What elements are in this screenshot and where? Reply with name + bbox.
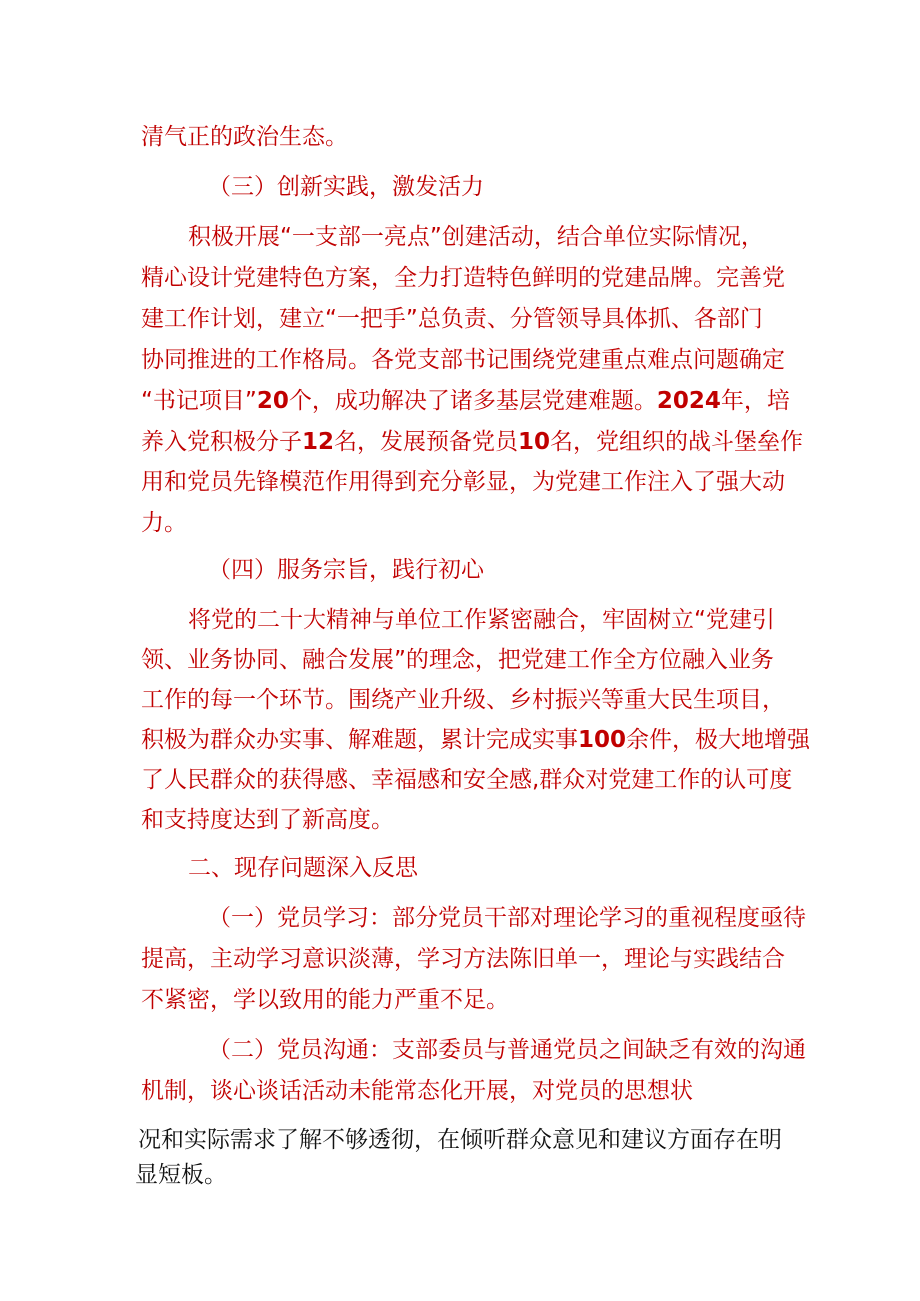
text-segment: 余件，极大地增强 — [626, 727, 811, 753]
text-line: （一）党员学习：部分党员干部对理论学习的重视程度亟待 — [208, 905, 806, 931]
text-segment: 名，发展预备党员 — [334, 429, 519, 455]
text-segment: 年，培 — [720, 388, 790, 414]
text-line: 提高，主动学习意识淡薄，学习方法陈旧单一，理论与实践结合 — [141, 946, 785, 972]
number-value: 10 — [518, 429, 551, 455]
text-line: 显短板。 — [135, 1162, 227, 1188]
text-line — [141, 427, 920, 457]
number-value: 2024 — [656, 388, 721, 414]
section-heading-3: （三）创新实践，激发活力 — [208, 174, 484, 200]
text-line: 积极开展“一支部一亮点”创建活动，结合单位实际情况， — [188, 224, 764, 250]
text-segment: 积极为群众办实事、解难题，累计完成实事 — [141, 727, 578, 753]
text-line: 用和党员先锋模范作用得到充分彰显，为党建工作注入了强大动 — [141, 469, 785, 495]
text-segment: 养入党积极分子 — [141, 429, 302, 455]
text-line: 协同推进的工作格局。各党支部书记围绕党建重点难点问题确定 — [141, 347, 785, 373]
section-heading-2: 二、现存问题深入反思 — [188, 855, 418, 881]
text-segment: 名，党组织的战斗堡垒作 — [550, 429, 804, 455]
text-line: 建工作计划，建立“一把手”总负责、分管领导具体抓、各部门 — [141, 306, 763, 332]
text-line: 了人民群众的获得感、幸福感和安全感,群众对党建工作的认可度 — [141, 767, 793, 793]
text-segment: 个，成功解决了诸多基层党建难题。 — [288, 388, 657, 414]
number-value: 100 — [578, 727, 627, 753]
text-line: 清气正的政治生态。 — [141, 124, 348, 150]
text-line: 力。 — [141, 510, 187, 536]
text-line: 况和实际需求了解不够透彻，在倾听群众意见和建议方面存在明 — [138, 1127, 782, 1153]
text-line: 工作的每一个环节。围绕产业升级、乡村振兴等重大民生项目， — [141, 687, 785, 713]
section-heading-4: （四）服务宗旨，践行初心 — [208, 557, 484, 583]
text-line: 不紧密，学以致用的能力严重不足。 — [141, 987, 509, 1013]
text-line: 领、业务协同、融合发展”的理念，把党建工作全方位融入业务 — [141, 647, 774, 673]
text-line: 精心设计党建特色方案，全力打造特色鲜明的党建品牌。完善党 — [141, 265, 785, 291]
number-value: 20 — [256, 388, 289, 414]
text-line: 将党的二十大精神与单位工作紧密融合，牢固树立“党建引 — [188, 607, 775, 633]
text-line: （二）党员沟通：支部委员与普通党员之间缺乏有效的沟通 — [208, 1037, 806, 1063]
text-line: 机制，谈心谈话活动未能常态化开展，对党员的思想状 — [141, 1078, 693, 1104]
number-value: 12 — [302, 429, 335, 455]
text-line — [141, 725, 920, 755]
text-line — [141, 386, 920, 416]
text-segment: “书记项目” — [141, 388, 257, 414]
text-line: 和支持度达到了新高度。 — [141, 807, 394, 833]
